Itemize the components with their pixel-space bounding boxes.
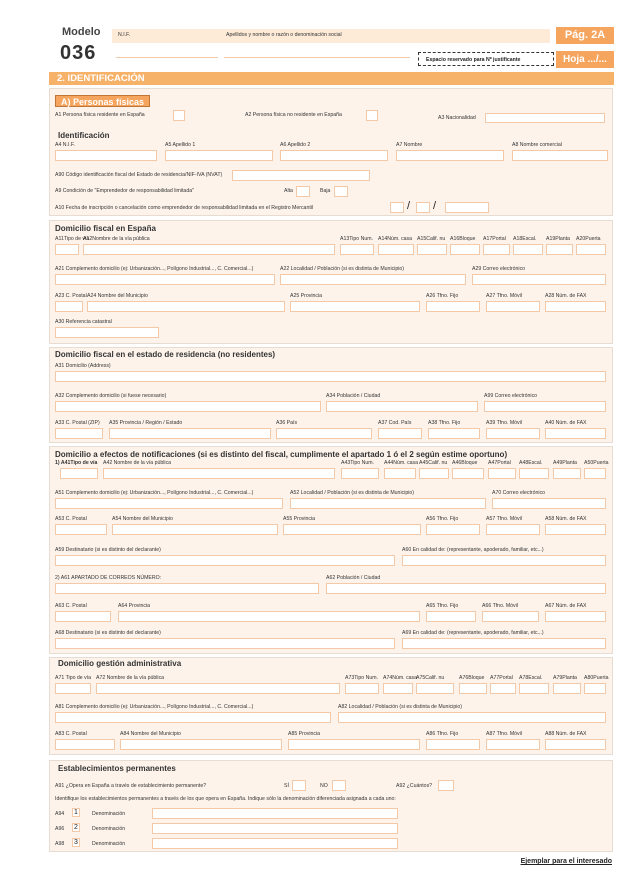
a15-field[interactable] bbox=[417, 244, 447, 255]
footer-copy-label: Ejemplar para el interesado bbox=[520, 858, 612, 865]
a38-label: A38 Tfno. Fijo bbox=[428, 420, 461, 426]
a70-field[interactable] bbox=[492, 498, 606, 509]
a55-field[interactable] bbox=[283, 524, 421, 535]
a84-field[interactable] bbox=[120, 739, 282, 750]
notif-title: Domicilio a efectos de notificaciones (si es distinto del fiscal, cumplimente el apartado 1 ó el 2 según estime oportuno) bbox=[55, 450, 508, 459]
a9-label: A9 Condición de "Emprendedor de responsabilidad limitada" bbox=[55, 188, 194, 194]
a23-field[interactable] bbox=[55, 301, 83, 312]
a38-field[interactable] bbox=[428, 428, 480, 439]
estab-denominacion-label: Denominación bbox=[92, 841, 126, 847]
a90-label: A90 Código identificación fiscal del Estado de residencia/NIF-IVA (NVAT) bbox=[55, 172, 223, 178]
a67-label: A67 Núm. de FAX bbox=[545, 603, 587, 609]
a33-label: A33 C. Postal (ZIP) bbox=[55, 420, 100, 426]
a76-label: A76Bloque bbox=[459, 675, 485, 681]
a69-field[interactable] bbox=[402, 638, 606, 649]
a43-label: A43Tipo Num. bbox=[341, 460, 374, 466]
estab-num: 2 bbox=[72, 823, 80, 832]
a4-field[interactable] bbox=[55, 150, 157, 161]
a46-label: A46Bloque bbox=[452, 460, 478, 466]
a14-label: A14Núm. casa bbox=[378, 236, 413, 242]
a46-field[interactable] bbox=[452, 468, 484, 479]
a78-label: A78Escal. bbox=[519, 675, 543, 681]
a16-label: A16Bloque bbox=[450, 236, 476, 242]
a17-field[interactable] bbox=[483, 244, 510, 255]
a79-field[interactable] bbox=[553, 683, 581, 694]
a29-field[interactable] bbox=[472, 274, 606, 285]
a65-label: A65 Tfno. Fijo bbox=[426, 603, 459, 609]
a70-label: A70 Correo electrónico bbox=[492, 490, 546, 496]
a35-label: A35 Provincia / Región / Estado bbox=[109, 420, 183, 426]
a63-field[interactable] bbox=[55, 611, 111, 622]
a21-label: A21 Complemento domicilio (ej: Urbanización..., Polígono Industrial..., C. Comercial...) bbox=[55, 266, 254, 272]
a2-checkbox[interactable] bbox=[366, 110, 378, 121]
a48-field[interactable] bbox=[519, 468, 549, 479]
modelo-number: 036 bbox=[60, 42, 97, 64]
a33-field[interactable] bbox=[55, 428, 103, 439]
a59-field[interactable] bbox=[55, 555, 395, 566]
a58-label: A58 Núm. de FAX bbox=[545, 516, 587, 522]
a3-field[interactable] bbox=[485, 113, 605, 123]
a87-label: A87 Tfno. Móvil bbox=[486, 731, 522, 737]
a85-field[interactable] bbox=[288, 739, 420, 750]
a74-field[interactable] bbox=[383, 683, 413, 694]
a10-month[interactable] bbox=[416, 202, 430, 213]
a62-field[interactable] bbox=[326, 583, 606, 594]
a24-field[interactable] bbox=[87, 301, 285, 312]
section-title-bar bbox=[49, 72, 614, 85]
a66-field[interactable] bbox=[482, 611, 539, 622]
estab-title: Establecimientos permanentes bbox=[58, 764, 176, 773]
a87-field[interactable] bbox=[486, 739, 540, 750]
si-checkbox[interactable] bbox=[292, 780, 306, 791]
a29-label: A29 Correo electrónico bbox=[472, 266, 526, 272]
a5-label: A5 Apellido 1 bbox=[165, 142, 196, 148]
a84-label: A84 Nombre del Municipio bbox=[120, 731, 181, 737]
a71-label: A71 Tipo de vía bbox=[55, 675, 92, 681]
estab-num: 3 bbox=[72, 838, 80, 847]
a79-label: A79Planta bbox=[553, 675, 577, 681]
name-field[interactable] bbox=[224, 44, 410, 58]
a2-label: A2 Persona física no residente en España bbox=[245, 112, 342, 118]
nif-field[interactable] bbox=[116, 44, 218, 58]
a49-label: A49Planta bbox=[553, 460, 577, 466]
a92-label: A92 ¿Cuántos? bbox=[396, 783, 433, 789]
a35-field[interactable] bbox=[109, 428, 271, 439]
a60-label: A60 En calidad de: (representante, apoderado, familiar, etc...) bbox=[402, 547, 544, 553]
a50-label: A50Puerta bbox=[584, 460, 609, 466]
a47-field[interactable] bbox=[488, 468, 516, 479]
a53-field[interactable] bbox=[55, 524, 107, 535]
personas-title: A) Personas físicas bbox=[55, 95, 150, 107]
fiscal-es-title: Domicilio fiscal en España bbox=[55, 224, 156, 233]
reserved-label: Espacio reservado para Nº justificante bbox=[426, 57, 521, 63]
a52-field[interactable] bbox=[290, 498, 486, 509]
a40-field[interactable] bbox=[545, 428, 606, 439]
estab-denominacion-label: Denominación bbox=[92, 826, 126, 832]
a86-label: A86 Tfno. Fijo bbox=[426, 731, 459, 737]
a55-label: A55 Provincia bbox=[283, 516, 316, 522]
a44-label: A44Núm. casa bbox=[384, 460, 419, 466]
a18-label: A18Escal. bbox=[513, 236, 537, 242]
a81-field[interactable] bbox=[55, 712, 331, 723]
a12-field[interactable] bbox=[83, 244, 335, 255]
a71-field[interactable] bbox=[55, 683, 91, 694]
a51-field[interactable] bbox=[55, 498, 283, 509]
a77-field[interactable] bbox=[490, 683, 516, 694]
a61-field[interactable] bbox=[55, 583, 319, 594]
a48-label: A48Escal. bbox=[519, 460, 543, 466]
a25-label: A25 Provincia bbox=[290, 293, 323, 299]
a13-field[interactable] bbox=[340, 244, 374, 255]
a54-label: A54 Nombre del Municipio bbox=[112, 516, 173, 522]
a81-label: A81 Complemento domicilio (ej: Urbanización..., Polígono Industrial..., C. Comercial...) bbox=[55, 704, 254, 710]
a36-field[interactable] bbox=[276, 428, 372, 439]
a47-label: A47Portal bbox=[488, 460, 511, 466]
a44-field[interactable] bbox=[384, 468, 416, 479]
a76-field[interactable] bbox=[459, 683, 487, 694]
a56-field[interactable] bbox=[426, 524, 480, 535]
estab-denominacion-field[interactable] bbox=[152, 838, 398, 849]
a53-label: A53 C. Postal bbox=[55, 516, 87, 522]
a25-field[interactable] bbox=[290, 301, 420, 312]
a6-field[interactable] bbox=[280, 150, 388, 161]
name-label: Apellidos y nombre o razón o denominación social bbox=[226, 32, 342, 38]
a77-label: A77Portal bbox=[490, 675, 513, 681]
ident-title: Identificación bbox=[58, 131, 110, 140]
a7-label: A7 Nombre bbox=[396, 142, 423, 148]
date-sep: / bbox=[433, 200, 437, 212]
a86-field[interactable] bbox=[426, 739, 480, 750]
a12-label: A12Nombre de la vía pública bbox=[83, 236, 150, 242]
a8-label: A8 Nombre comercial bbox=[512, 142, 562, 148]
a18-field[interactable] bbox=[513, 244, 543, 255]
baja-label: Baja bbox=[320, 188, 331, 194]
estab-denominacion-label: Denominación bbox=[92, 811, 126, 817]
alta-checkbox[interactable] bbox=[296, 186, 310, 197]
a68-field[interactable] bbox=[55, 638, 395, 649]
a66-label: A66 Tfno. Móvil bbox=[482, 603, 518, 609]
a72-field[interactable] bbox=[96, 683, 340, 694]
a73-label: A73Tipo Num. bbox=[345, 675, 378, 681]
a28-field[interactable] bbox=[545, 301, 606, 312]
a10-label: A10 Fecha de inscripción o cancelación como emprendedor de responsabilidad limitada en el Registro Mercantil bbox=[55, 205, 314, 211]
a57-field[interactable] bbox=[486, 524, 540, 535]
estab-denominacion-field[interactable] bbox=[152, 808, 398, 819]
a5-field[interactable] bbox=[165, 150, 273, 161]
date-sep: / bbox=[407, 200, 411, 212]
a72-label: A72 Nombre de la vía pública bbox=[96, 675, 165, 681]
a50-field[interactable] bbox=[584, 468, 606, 479]
fiscal-res-title: Domicilio fiscal en el estado de residencia (no residentes) bbox=[55, 350, 276, 359]
a37-label: A37 Cod. País bbox=[378, 420, 412, 426]
a11-label: A11Tipo de vía bbox=[55, 236, 90, 242]
a16-field[interactable] bbox=[450, 244, 480, 255]
a57-label: A57 Tfno. Móvil bbox=[486, 516, 522, 522]
a7-field[interactable] bbox=[396, 150, 504, 161]
a58-field[interactable] bbox=[545, 524, 606, 535]
a36-label: A36 País bbox=[276, 420, 298, 426]
a69-label: A69 En calidad de: (representante, apoderado, familiar, etc...) bbox=[402, 630, 544, 636]
a65-field[interactable] bbox=[426, 611, 476, 622]
a99-label: A99 Correo electrónico bbox=[484, 393, 538, 399]
a82-label: A82 Localidad / Población (si es distinta de Municipio) bbox=[338, 704, 462, 710]
a51-label: A51 Complemento domicilio (ej: Urbanización..., Polígono Industrial..., C. Comercial...) bbox=[55, 490, 254, 496]
identify-text: Identifique los establecimientos permanentes a través de los que opera en España. Indique sólo la denominación diferenciada asignada a cada uno: bbox=[55, 796, 396, 802]
a45-label: A45Calif. nu bbox=[419, 460, 448, 466]
a92-field[interactable] bbox=[438, 780, 454, 791]
a4-label: A4 N.I.F. bbox=[55, 142, 75, 148]
section-title: 2. IDENTIFICACIÓN bbox=[57, 73, 145, 84]
a54-field[interactable] bbox=[112, 524, 278, 535]
gestion-title: Domicilio gestión administrativa bbox=[58, 659, 182, 668]
a90-field[interactable] bbox=[232, 170, 370, 181]
a49-field[interactable] bbox=[553, 468, 581, 479]
a30-field[interactable] bbox=[55, 327, 159, 338]
a59-label: A59 Destinatario (si es distinto del declarante) bbox=[55, 547, 161, 553]
estab-code: A98 bbox=[55, 841, 65, 847]
no-checkbox[interactable] bbox=[332, 780, 346, 791]
page-badge: Pág. 2A bbox=[556, 27, 614, 44]
a6-label: A6 Apellido 2 bbox=[280, 142, 311, 148]
a88-field[interactable] bbox=[545, 739, 606, 750]
a11-field[interactable] bbox=[55, 244, 79, 255]
a10-day[interactable] bbox=[390, 202, 404, 213]
a28-label: A28 Núm. de FAX bbox=[545, 293, 587, 299]
a19-label: A19Planta bbox=[546, 236, 570, 242]
a23-label: A23 C. Postal bbox=[55, 293, 87, 299]
a40-label: A40 Núm. de FAX bbox=[545, 420, 587, 426]
a31-label: A31 Domicilio (Address) bbox=[55, 363, 111, 369]
baja-checkbox[interactable] bbox=[334, 186, 348, 197]
a64-label: A64 Provincia bbox=[118, 603, 151, 609]
a34-field[interactable] bbox=[326, 401, 478, 412]
modelo-label: Modelo bbox=[62, 26, 101, 38]
alta-label: Alta bbox=[284, 188, 293, 194]
a43-field[interactable] bbox=[341, 468, 379, 479]
a78-field[interactable] bbox=[519, 683, 549, 694]
a22-label: A22 Localidad / Población (si es distinta de Municipio) bbox=[280, 266, 404, 272]
a80-label: A80Puerta bbox=[584, 675, 609, 681]
a64-field[interactable] bbox=[118, 611, 420, 622]
estab-denominacion-field[interactable] bbox=[152, 823, 398, 834]
a26-label: A26 Tfno. Fijo bbox=[426, 293, 459, 299]
a62-label: A62 Población / Ciudad bbox=[326, 575, 381, 581]
a41-field[interactable] bbox=[60, 468, 98, 479]
a99-field[interactable] bbox=[484, 401, 606, 412]
a17-label: A17Portal bbox=[483, 236, 506, 242]
a74-label: A74Núm. casa bbox=[383, 675, 418, 681]
si-label: SÍ bbox=[284, 783, 289, 789]
a45-field[interactable] bbox=[419, 468, 449, 479]
a1-label: A1 Persona física residente en España bbox=[55, 112, 145, 118]
a42-label: A42 Nombre de la vía pública bbox=[103, 460, 172, 466]
a32-label: A32 Complemento domicilio (si fuese necesario) bbox=[55, 393, 167, 399]
a75-field[interactable] bbox=[416, 683, 454, 694]
a41-label: 1) A41Tipo de vía bbox=[55, 460, 98, 466]
a8-field[interactable] bbox=[512, 150, 608, 161]
a39-field[interactable] bbox=[486, 428, 540, 439]
a67-field[interactable] bbox=[545, 611, 606, 622]
a75-label: A75Calif. nu bbox=[416, 675, 445, 681]
a21-field[interactable] bbox=[55, 274, 275, 285]
a13-label: A13Tipo Num. bbox=[340, 236, 373, 242]
a15-label: A15Calif. nu bbox=[417, 236, 446, 242]
a22-field[interactable] bbox=[280, 274, 466, 285]
a91-label: A91 ¿Opera en España a través de establecimiento permanente? bbox=[55, 783, 207, 789]
a26-field[interactable] bbox=[426, 301, 480, 312]
a27-label: A27 Tfno. Móvil bbox=[486, 293, 522, 299]
a1-checkbox[interactable] bbox=[173, 110, 185, 121]
estab-code: A96 bbox=[55, 826, 65, 832]
a37-field[interactable] bbox=[378, 428, 422, 439]
a27-field[interactable] bbox=[486, 301, 540, 312]
a14-field[interactable] bbox=[378, 244, 414, 255]
a19-field[interactable] bbox=[546, 244, 573, 255]
a3-label: A3 Nacionalidad bbox=[438, 115, 476, 121]
a83-label: A83 C. Postal bbox=[55, 731, 87, 737]
a88-label: A88 Núm. de FAX bbox=[545, 731, 587, 737]
nif-label: N.I.F. bbox=[118, 32, 131, 38]
a31-field[interactable] bbox=[55, 371, 606, 382]
a83-field[interactable] bbox=[55, 739, 115, 750]
a80-field[interactable] bbox=[584, 683, 606, 694]
a34-label: A34 Población / Ciudad bbox=[326, 393, 381, 399]
a39-label: A39 Tfno. Móvil bbox=[486, 420, 522, 426]
a32-field[interactable] bbox=[55, 401, 321, 412]
hoja-badge: Hoja .../... bbox=[556, 51, 614, 68]
estab-code: A94 bbox=[55, 811, 65, 817]
a82-field[interactable] bbox=[338, 712, 606, 723]
a42-field[interactable] bbox=[103, 468, 335, 479]
a24-label: A24 Nombre del Municipio bbox=[87, 293, 148, 299]
a63-label: A63 C. Postal bbox=[55, 603, 87, 609]
a61-label: 2) A61 APARTADO DE CORREOS NÚMERO: bbox=[55, 575, 162, 581]
a52-label: A52 Localidad / Población (si es distinta de Municipio) bbox=[290, 490, 414, 496]
a60-field[interactable] bbox=[402, 555, 606, 566]
a85-label: A85 Provincia bbox=[288, 731, 321, 737]
estab-num: 1 bbox=[72, 808, 80, 817]
a56-label: A56 Tfno. Fijo bbox=[426, 516, 459, 522]
a20-label: A20Puerta bbox=[576, 236, 601, 242]
a10-year[interactable] bbox=[445, 202, 489, 213]
a68-label: A68 Destinatario (si es distinto del declarante) bbox=[55, 630, 161, 636]
no-label: NO bbox=[320, 783, 328, 789]
a73-field[interactable] bbox=[345, 683, 379, 694]
a30-label: A30 Referencia catastral bbox=[55, 319, 112, 325]
a20-field[interactable] bbox=[576, 244, 606, 255]
